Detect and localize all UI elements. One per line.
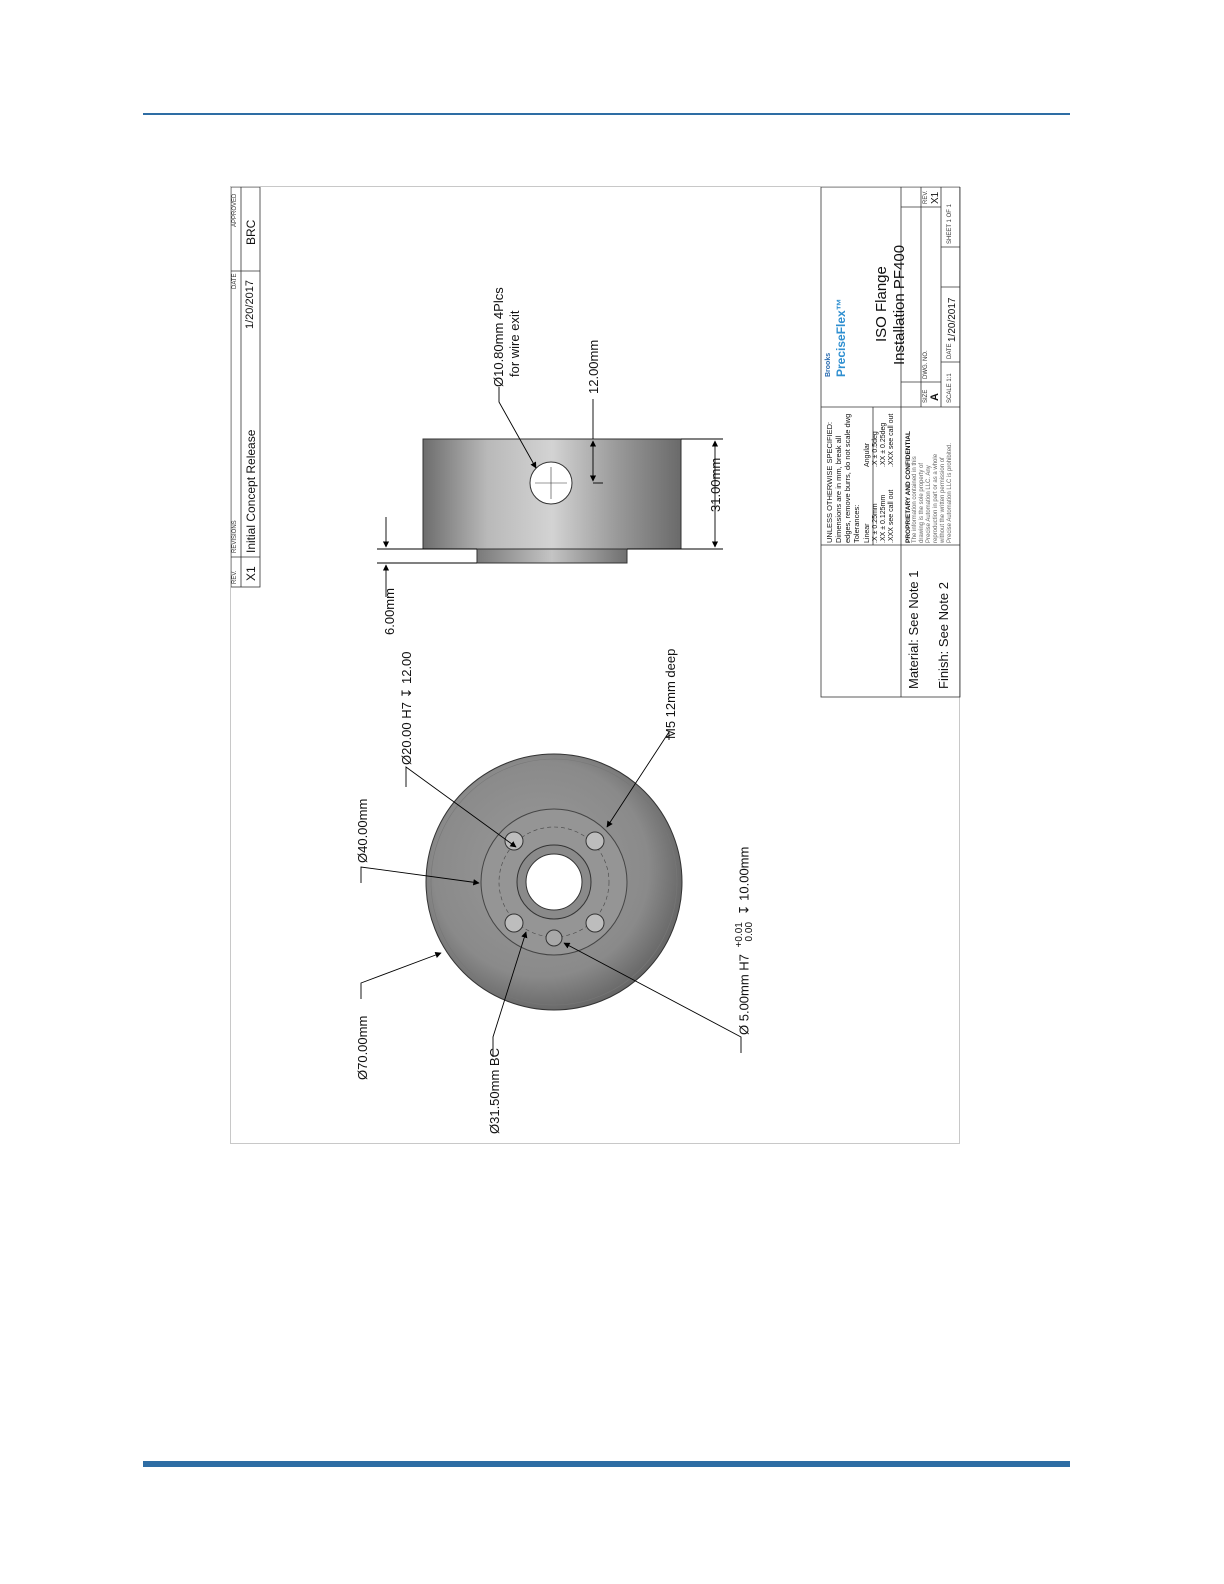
size-value: A xyxy=(929,393,941,401)
dim-12-label: 12.00mm xyxy=(586,339,601,394)
rev-value-tb: X1 xyxy=(930,191,941,204)
wire-exit-label-line2: for wire exit xyxy=(507,310,522,377)
tolerance-block: UNLESS OTHERWISE SPECIFIED: Dimensions are in mm, break all edges, remove burrs, do not scale dwg Tolerances: xyxy=(825,413,861,543)
pin-hole-label: Ø 5.00mm H7 +0.01 0.00 ↧ 10.00mm xyxy=(734,846,755,1035)
preciseflex-logo: PreciseFlex™ xyxy=(834,298,848,377)
proprietary-block: PROPRIETARY AND CONFIDENTIAL The information contained in this drawing is the sole property of Precise Automation LLC. Any reproduction in part or as a whole without the written permission of Precise Automation LLC is prohibited. xyxy=(905,431,953,543)
front-view xyxy=(426,754,682,1010)
dia-40-label: Ø40.00mm xyxy=(355,798,370,863)
linear-tolerances: Linear .X ± 0.25mm .XX ± 0.125mm .XXX see call out xyxy=(864,489,895,543)
dia-20-label: Ø20.00 H7 ↧ 12.00 xyxy=(399,651,414,765)
brooks-logo: Brooks xyxy=(825,352,832,377)
title-line2: Installation PF400 xyxy=(891,244,908,365)
revision-date: 1/20/2017 xyxy=(244,280,256,329)
material-note: Material: See Note 1 xyxy=(906,570,921,689)
dia-70-label: Ø70.00mm xyxy=(355,1015,370,1080)
header-rule xyxy=(143,113,1070,115)
dim-31-label: 31.00mm xyxy=(708,457,723,512)
footer-rule xyxy=(143,1461,1070,1467)
scale-label: SCALE 1:1 xyxy=(947,373,953,403)
date-header: DATE xyxy=(232,273,238,289)
finish-note: Finish: See Note 2 xyxy=(936,582,951,689)
angular-tolerances: Angular .X ± 0.5deg .XX ± 0.25deg .XXX see call out xyxy=(864,413,895,467)
size-label: SIZE xyxy=(923,389,929,403)
date-label: DATE xyxy=(947,343,953,359)
drawing-sheet xyxy=(230,186,960,1144)
side-view xyxy=(423,439,681,563)
dwg-no-label: DWG. NO. xyxy=(923,350,929,379)
revision-desc: Initial Concept Release xyxy=(244,429,258,553)
rev-header: REV. xyxy=(232,570,238,584)
m5-label: M5 12mm deep xyxy=(663,648,678,739)
dim-6-label: 6.00mm xyxy=(382,588,397,635)
date-value: 1/20/2017 xyxy=(947,297,958,342)
approved-header: APPROVED xyxy=(232,193,238,227)
title-line1: ISO Flange xyxy=(873,266,890,342)
revisions-header: REVISIONS xyxy=(232,520,238,553)
sheet-label: SHEET 1 OF 1 xyxy=(947,204,953,244)
drawing-graphics xyxy=(231,187,961,1145)
rev-value: X1 xyxy=(244,566,258,581)
revision-approved: BRC xyxy=(244,219,258,245)
bc-label: Ø31.50mm BC xyxy=(487,1048,502,1134)
rev-label: REV. xyxy=(923,190,929,204)
wire-exit-label-line1: Ø10.80mm 4Plcs xyxy=(491,287,506,387)
